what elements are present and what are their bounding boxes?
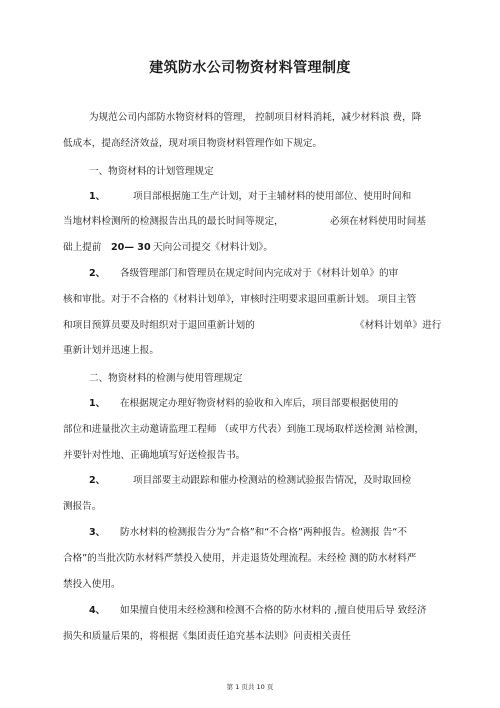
text-line: 2、 [89, 268, 106, 279]
text-line: 《材料计划单》进行 [355, 320, 442, 331]
text-line: 二、物资材料的检测与使用管理规定 [89, 373, 243, 384]
text-line: 测报告。 [63, 501, 102, 512]
text-line: 当地材料检测所的检测报告出具的最长时间等规定， [63, 216, 284, 227]
text-line: 为规范公司内部防水物资材料的管理， 控制项目材料消耗，减少材料浪 费，降 [89, 112, 422, 123]
text-line: 必须在材料使用时间基 [330, 216, 426, 227]
text-line: 合格”的当批次防水材料严禁投入使用，并走退货处理流程。未经检 测的防水材料严 [63, 553, 417, 564]
text-line: 禁投入使用。 [63, 579, 121, 590]
text-line: 低成本，提高经济效益，现对项目物资材料管理作如下规定。 [63, 138, 323, 149]
text-line: 防水材料的检测报告分为“合格”和“不合格”两种报告。检测报 告“不 [120, 527, 407, 538]
text-line: 在根据规定办理好物资材料的验收和入库后，项目部要根据使用的 [120, 398, 399, 409]
text-line: 损失和质量后果的，将根据《集团责任追究基本法则》问责相关责任 [63, 631, 351, 642]
document-title: 建筑防水公司物资材料管理制度 [149, 60, 351, 76]
text-line: 核和审批。对于不合格的《材料计划单》，审核时注明要求退回重新计划。 项目主管 [63, 294, 417, 305]
text-line: 天向公司提交《材料计划》。 [153, 242, 273, 253]
text-line: 4、 [89, 605, 106, 616]
text-line: 1、 [89, 398, 106, 409]
text-line: 1、 [89, 191, 106, 202]
page-footer: 第 1 页共 10 页 [226, 683, 274, 691]
text-line: 项目部根据施工生产计划，对于主辅材料的使用部位、使用时间和 [133, 191, 412, 202]
text-line: 一、物资材料的计划管理规定 [89, 166, 214, 177]
text-line: 和项目预算员要及时组织对于退回重新计划的 [63, 320, 255, 331]
text-line: 部位和进量批次主动邀请监理工程师 （或甲方代表）到施工现场取样送检测 站检测， [63, 424, 425, 435]
text-line: 2、 [89, 475, 106, 486]
text-line: 并要针对性地、正确地填写好送检报告书。 [63, 450, 246, 461]
text-line: 3、 [89, 527, 106, 538]
text-line: 重新计划并迅速上报。 [63, 345, 159, 356]
text-line: 20— 30 [111, 242, 151, 253]
text-line: 础上提前 [63, 242, 102, 253]
text-line: 各级管理部门和管理员在规定时间内完成对于《材料计划单》的审 [120, 268, 399, 279]
text-line: 项目部要主动跟踪和催办检测站的检测试验报告情况，及时取回检 [133, 475, 412, 486]
text-line: 如果擅自使用未经检测和检测不合格的防水材料的 ,擅自使用后导 致经济 [120, 605, 427, 616]
